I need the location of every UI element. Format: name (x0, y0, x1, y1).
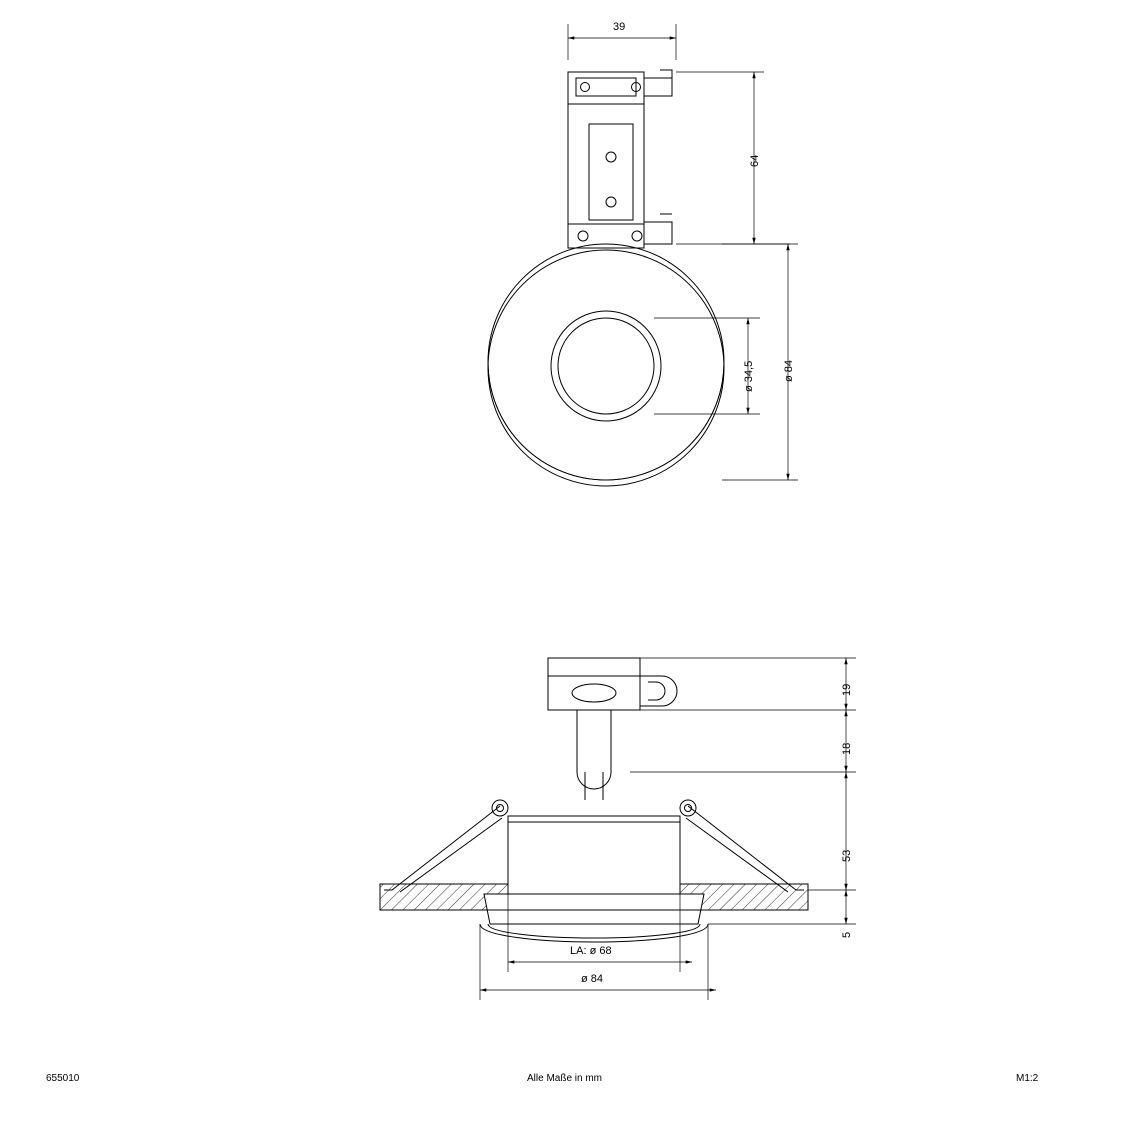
dim-label-height-19: 19 (841, 683, 853, 696)
dim-label-height-53: 53 (841, 849, 853, 862)
scale-label: M1:2 (1016, 1073, 1039, 1084)
dim-label-height-64: 64 (749, 154, 761, 167)
dim-label-height-18: 18 (841, 742, 853, 755)
top-view-geometry (488, 70, 724, 486)
dim-label-outer-diameter-top: ø 84 (783, 359, 795, 382)
section-view-geometry (380, 658, 808, 942)
top-view-dimension-lines (568, 24, 798, 480)
dim-label-width-39: 39 (613, 21, 626, 33)
dim-label-cutout-diameter: LA: ø 68 (570, 945, 612, 957)
dim-label-height-5: 5 (841, 931, 853, 938)
dim-label-outer-diameter-section: ø 84 (581, 973, 604, 985)
units-note: Alle Maße in mm (527, 1073, 603, 1084)
dim-label-inner-diameter: ø 34,5 (743, 360, 755, 392)
article-number: 655010 (46, 1073, 80, 1084)
